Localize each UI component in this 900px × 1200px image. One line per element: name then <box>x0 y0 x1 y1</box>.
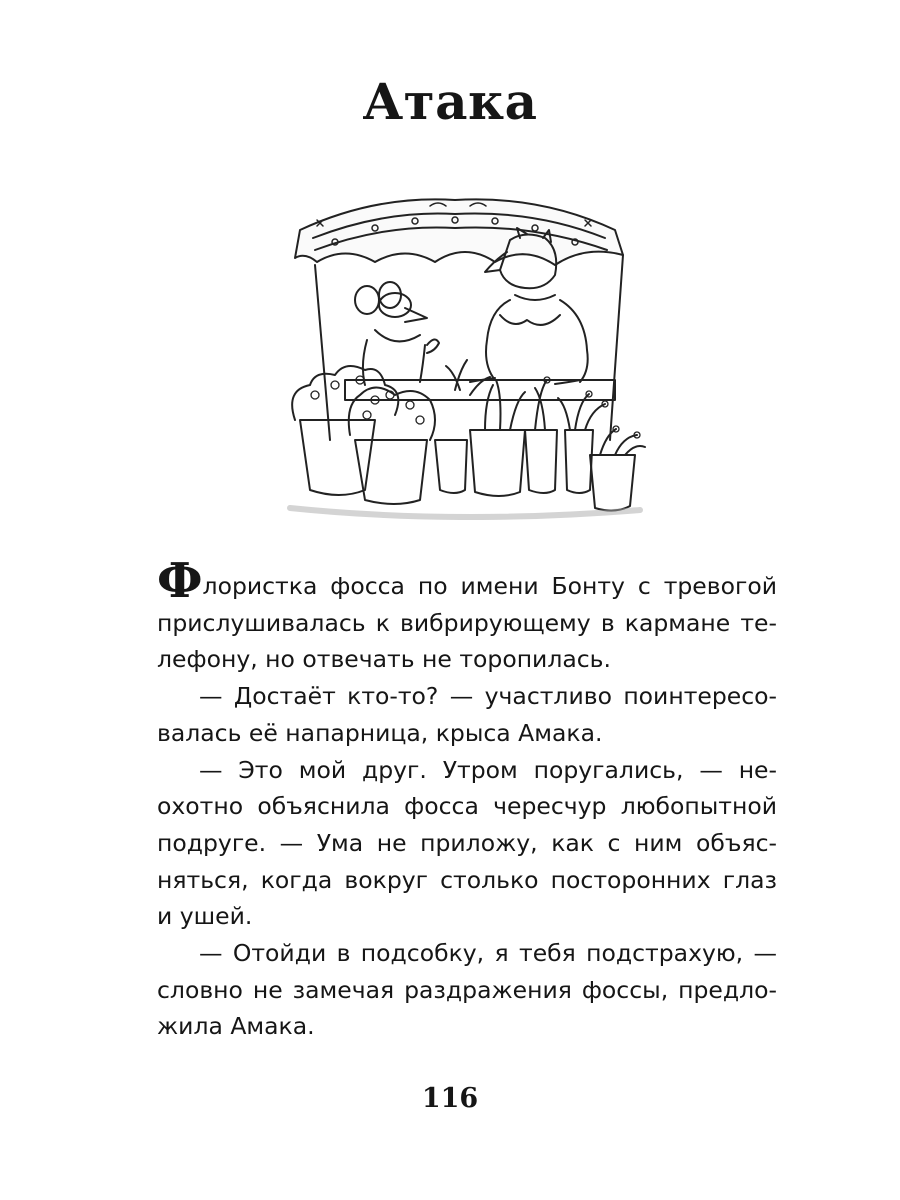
text-line: — Достаёт кто-то? — участливо поинтересо- <box>199 682 777 711</box>
text-line: Флористка фосса по имени Бонту с тревогой <box>157 553 777 609</box>
paragraph-1 <box>157 553 777 678</box>
paragraph-3 <box>157 752 777 936</box>
text-line: словно не замечая раздражения фоссы, предло- <box>157 975 777 1004</box>
text-line: валась её напарница, крыса Амака. <box>157 718 603 747</box>
text-line: лефону, но отвечать не торопилась. <box>157 645 611 674</box>
text-line: жила Амака. <box>157 1012 315 1041</box>
text-line: и ушей. <box>157 902 253 931</box>
paragraph-4 <box>157 935 777 1045</box>
page-number: 116 <box>421 1083 479 1114</box>
chapter-title: Атака <box>362 72 538 131</box>
text-line: подруге. — Ума не приложу, как с ним объяс- <box>157 828 777 857</box>
flower-stall-illustration <box>255 190 655 520</box>
text-line: няться, когда вокруг столько посторонних глаз <box>157 865 777 894</box>
drop-cap: Ф <box>157 553 203 609</box>
body-text <box>157 553 777 1045</box>
text-line: — Это мой друг. Утром поругались, — не- <box>199 755 777 784</box>
text-line: прислушивалась к вибрирующему в кармане те- <box>157 608 777 637</box>
paragraph-2 <box>157 678 777 751</box>
text-line: — Отойди в подсобку, я тебя подстрахую, — <box>199 939 777 968</box>
text-line: охотно объяснила фосса чересчур любопытной <box>157 792 777 821</box>
